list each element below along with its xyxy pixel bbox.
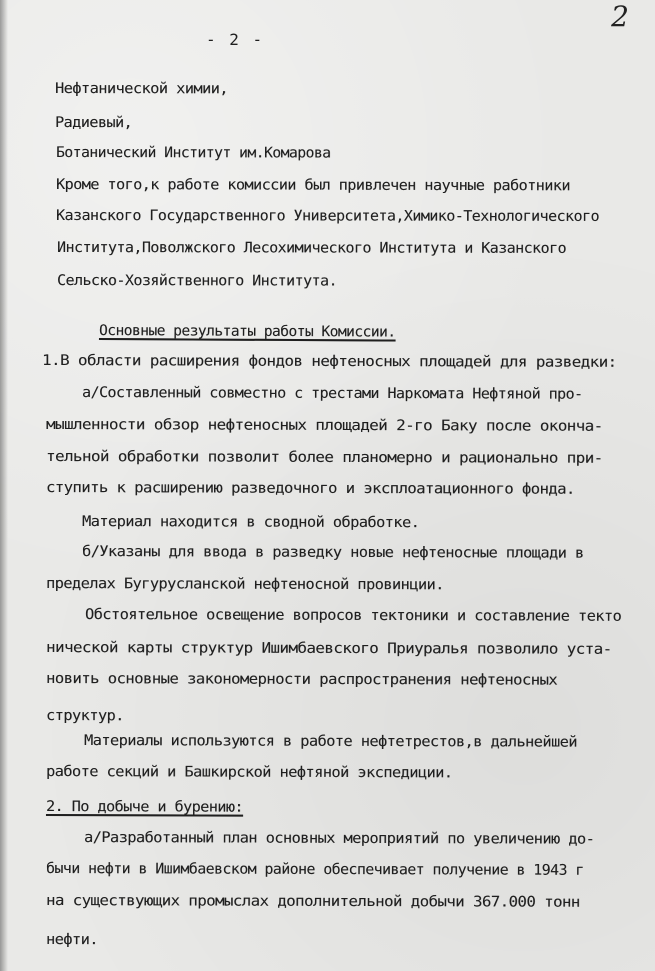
text-line: Ботанический Институт им.Комарова bbox=[55, 144, 331, 162]
text-line: Нефтанической химии, bbox=[54, 80, 228, 98]
text-line: структур. bbox=[45, 707, 124, 725]
text-line: новить основные закономерности распространения нефтеносных bbox=[45, 670, 558, 689]
text-line: Казанского Государственного Университета,Химико-Технологического bbox=[55, 207, 599, 225]
text-line: бычи нефти в Ишимбаевском районе обеспечивает получение в 1943 г bbox=[45, 860, 584, 879]
text-line: нической карты структур Ишимбаевского Приуралья позволило уста- bbox=[45, 639, 612, 658]
section-heading: 2. По добыче и бурению: bbox=[45, 798, 244, 816]
text-line: Обстоятельное освещение вопросов тектоники и составление текто bbox=[84, 606, 622, 625]
text-line: мышленности обзор нефтеносных площадей 2-го Баку после оконча- bbox=[45, 416, 603, 435]
text-line: тельной обработки позволит более планомерно и рационально при- bbox=[45, 448, 603, 467]
corner-page-mark: 2 bbox=[611, 0, 629, 33]
text-line: Материал находится в сводной обработке. bbox=[81, 513, 420, 532]
text-line: нефти. bbox=[45, 931, 98, 949]
text-line: Кроме того,к работе комиссии был привлечен научные работники bbox=[55, 176, 570, 195]
text-line: а/Разработанный план основных мероприятий по увеличению до- bbox=[83, 829, 595, 848]
text-line: работе секций и Башкирской нефтяной экспедиции. bbox=[45, 763, 453, 782]
section-heading: Основные результаты работы Комиссии. bbox=[98, 322, 396, 341]
text-line: ступить к расширению разведочного и эксплоатационного фонда. bbox=[45, 479, 575, 498]
text-line: 1.В области расширения фондов нефтеносных площадей для разведки: bbox=[41, 352, 617, 371]
page-number: - 2 - bbox=[206, 30, 265, 49]
text-line: на существующих промыслах дополнительной добычи 367.000 тонн bbox=[45, 892, 580, 911]
text-line: Института,Поволжского Лесохимического Института и Казанского bbox=[56, 239, 567, 257]
text-line: Сельско-Хозяйственного Института. bbox=[56, 272, 337, 290]
text-line: Радиевый, bbox=[54, 114, 133, 132]
text-line: пределах Бугурусланской нефтеносной провинции. bbox=[45, 575, 444, 594]
text-line: а/Составленный совместно с трестами Наркомата Нефтяной про- bbox=[81, 384, 583, 403]
text-line: Материалы используются в работе нефтетрестов,в дальнейшей bbox=[83, 732, 577, 751]
text-line: б/Указаны для ввода в разведку новые нефтеносные площади в bbox=[81, 543, 584, 562]
